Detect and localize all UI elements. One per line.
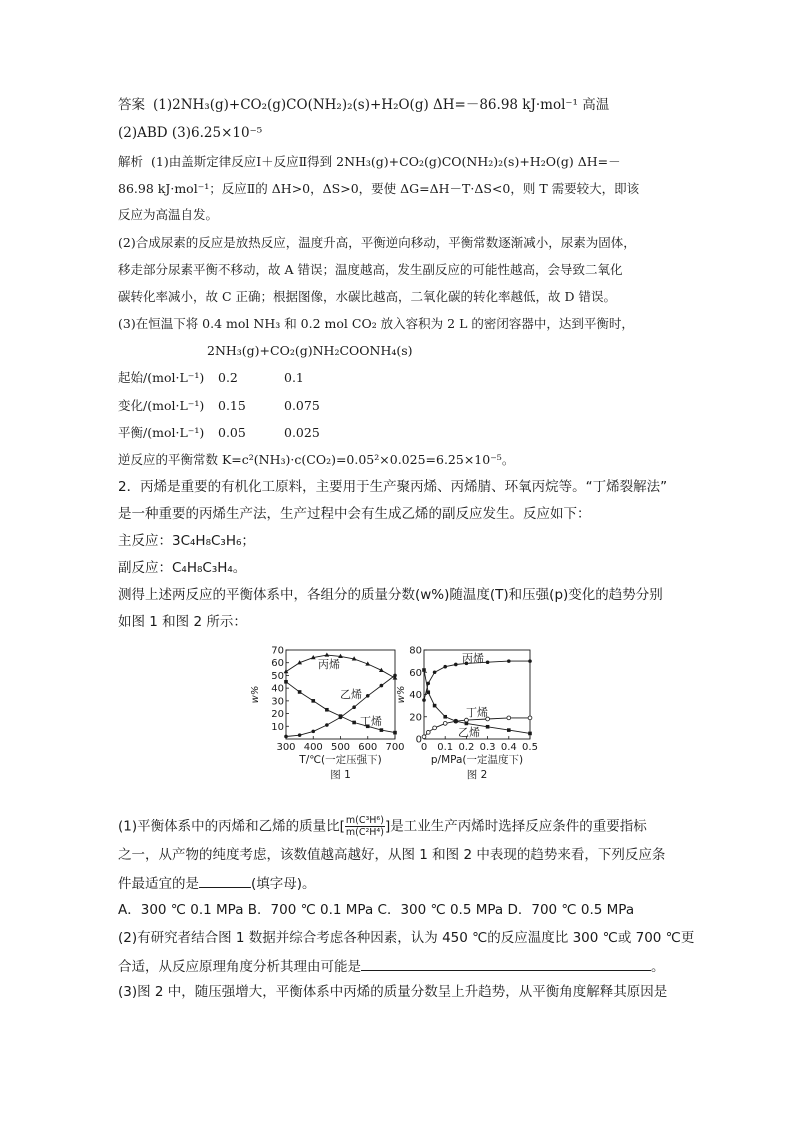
series-line xyxy=(424,661,530,700)
y-tick-label: 50 xyxy=(271,670,284,682)
data-point xyxy=(426,690,430,694)
table-row-label: 起始/(mol·L⁻¹) xyxy=(118,370,205,385)
q2-s1-l3b: (填字母)。 xyxy=(251,876,316,892)
data-point xyxy=(380,728,384,732)
analysis-p1-l1: (1)由盖斯定律反应Ⅰ＋反应Ⅱ得到 2NH₃(g)+CO₂(g)CO(NH₂)₂(s)+H₂O(g) ΔH=－ xyxy=(151,154,621,169)
fraction-denominator: m(C²H⁴) xyxy=(345,827,384,838)
q2-s2-l2b: 。 xyxy=(651,959,665,975)
answer-text-1: (1)2NH₃(g)+CO₂(g)CO(NH₂)₂(s)+H₂O(g) ΔH=－86.98 kJ·mol⁻¹ 高温 xyxy=(153,97,610,113)
q2-s1-post: ]是工业生产丙烯时选择反应条件的重要指标 xyxy=(384,818,647,835)
q2-line-1: 2．丙烯是重要的有机化工原料，主要用于生产聚丙烯、丙烯腈、环氧丙烷等。“丁烯裂解法” xyxy=(118,479,668,495)
data-point xyxy=(528,732,532,736)
data-point xyxy=(528,716,532,720)
analysis-label: 解析 xyxy=(118,154,144,169)
q2-line-6: 如图 1 和图 2 所示： xyxy=(118,614,247,630)
data-point xyxy=(311,699,315,703)
data-point xyxy=(465,722,469,726)
q2-s1-line-2: 之一，从产物的纯度考虑，该数值越高越好，从图 1 和图 2 中表现的趋势来看，下列反应条 xyxy=(118,847,666,863)
q2-s3-line-1: (3)图 2 中，随压强增大，平衡体系中丙烯的质量分数呈上升趋势，从平衡角度解释其原因是 xyxy=(118,984,668,1000)
data-point xyxy=(507,716,511,720)
x-axis-label: T/℃(一定压强下) xyxy=(299,754,382,766)
data-point xyxy=(454,663,458,667)
y-tick-label: 20 xyxy=(409,712,422,724)
data-point xyxy=(284,735,288,739)
q2-main-reaction: 主反应：3C₄H₈C₃H₆； xyxy=(118,533,255,549)
x-tick-label: 700 xyxy=(385,742,405,753)
series-line xyxy=(286,655,395,678)
data-point xyxy=(486,660,490,664)
y-tick-label: 0 xyxy=(415,734,422,746)
table-cell: 0.15 xyxy=(218,398,246,413)
data-point xyxy=(352,721,356,725)
answer-line-1 xyxy=(118,96,609,114)
table-row xyxy=(118,369,304,387)
figure-caption: 图 1 xyxy=(330,769,351,781)
table-row-label: 变化/(mol·L⁻¹) xyxy=(118,398,205,413)
data-point xyxy=(352,705,356,709)
series-label: 丁烯 xyxy=(466,706,488,719)
figure-1-chart xyxy=(252,642,404,794)
x-tick-label: 0.1 xyxy=(437,742,454,753)
x-tick-label: 600 xyxy=(358,742,378,753)
data-point xyxy=(426,730,430,734)
table-row-label: 平衡/(mol·L⁻¹) xyxy=(118,425,205,440)
analysis-p2-l1: (2)合成尿素的反应是放热反应，温度升高，平衡逆向移动，平衡常数逐渐减小，尿素为固体， xyxy=(118,235,636,250)
data-point xyxy=(422,698,426,702)
data-point xyxy=(284,669,289,673)
analysis-p1-l2: 86.98 kJ·mol⁻¹；反应Ⅱ的 ΔH>0，ΔS>0，要使 ΔG=ΔH－T·ΔS<0，则 T 需要较大，即该 xyxy=(118,181,640,196)
q2-s1-line-3 xyxy=(118,873,316,893)
mass-ratio-fraction xyxy=(345,815,385,838)
answer-label: 答案 xyxy=(118,97,145,113)
analysis-line-1 xyxy=(118,153,621,171)
series-line xyxy=(424,670,530,733)
y-tick-label: 30 xyxy=(271,696,284,708)
series-label: 丙烯 xyxy=(318,658,340,671)
table-cell: 0.05 xyxy=(218,425,246,440)
fraction-numerator: m(C³H⁶) xyxy=(345,815,384,826)
y-tick-label: 70 xyxy=(271,645,284,657)
analysis-p3-l1: (3)在恒温下将 0.4 mol NH₃ 和 0.2 mol CO₂ 放入容积为 2 L 的密闭容器中，达到平衡时， xyxy=(118,316,634,331)
data-point xyxy=(454,719,458,723)
y-axis-label: w% xyxy=(250,685,261,704)
answer-text-2: (2)ABD (3)6.25×10⁻⁵ xyxy=(118,125,263,141)
data-point xyxy=(325,723,329,727)
series-label: 丁烯 xyxy=(360,715,382,728)
data-point xyxy=(433,726,437,730)
data-point xyxy=(366,694,370,698)
table-row xyxy=(118,424,320,442)
table-cell: 0.2 xyxy=(218,370,238,385)
analysis-p1-l3: 反应为高温自发。 xyxy=(118,207,219,222)
data-point xyxy=(393,731,397,735)
y-axis-label: w% xyxy=(396,685,407,704)
data-point xyxy=(443,722,447,726)
series-label: 乙烯 xyxy=(458,726,480,739)
x-tick-label: 0.5 xyxy=(522,742,538,753)
data-point xyxy=(507,659,511,663)
table-row xyxy=(118,397,320,415)
series-label: 乙烯 xyxy=(340,688,362,701)
q2-s1-line-1 xyxy=(118,815,647,838)
y-tick-label: 60 xyxy=(271,658,284,670)
x-tick-label: 400 xyxy=(303,742,323,753)
data-point xyxy=(380,684,384,688)
table-cell: 0.025 xyxy=(284,425,320,440)
series-label: 丙烯 xyxy=(462,652,484,665)
x-tick-label: 300 xyxy=(276,742,296,753)
figure-2-chart xyxy=(398,642,548,794)
x-tick-label: 0.3 xyxy=(479,742,496,753)
q2-options: A．300 ℃ 0.1 MPa B．700 ℃ 0.1 MPa C．300 ℃ 0.5 MPa D．700 ℃ 0.5 MPa xyxy=(118,902,635,918)
x-tick-label: 0 xyxy=(420,742,428,753)
data-point xyxy=(298,690,302,694)
data-point xyxy=(443,715,447,719)
data-point xyxy=(422,668,426,672)
data-point xyxy=(298,733,302,737)
x-tick-label: 0.2 xyxy=(458,742,475,753)
y-tick-label: 80 xyxy=(409,645,422,657)
data-point xyxy=(486,725,490,729)
x-tick-label: 0.4 xyxy=(500,742,517,753)
y-tick-label: 10 xyxy=(271,721,284,733)
data-point xyxy=(433,704,437,708)
q2-s1-l3a: 件最适宜的是 xyxy=(118,876,199,892)
analysis-p2-l2: 移走部分尿素平衡不移动，故 A 错误；温度越高，发生副反应的可能性越高，会导致二氧化 xyxy=(118,262,623,277)
q2-s1-pre: (1)平衡体系中的丙烯和乙烯的质量比[ xyxy=(118,818,345,835)
analysis-p2-l3: 碳转化率减小，故 C 正确；根据图像，水碳比越高，二氧化碳的转化率越低，故 D 错误。 xyxy=(118,289,616,304)
y-tick-label: 40 xyxy=(271,683,284,695)
analysis-p3-last: 逆反应的平衡常数 K=c²(NH₃)·c(CO₂)=0.05²×0.025=6.25×10⁻⁵。 xyxy=(118,452,515,467)
q2-s2-line-2 xyxy=(118,956,665,976)
figure-caption: 图 2 xyxy=(466,769,488,781)
table-cell: 0.075 xyxy=(284,398,320,413)
y-tick-label: 60 xyxy=(409,667,422,679)
table-cell: 0.1 xyxy=(284,370,304,385)
q2-line-5: 测得上述两反应的平衡体系中，各组分的质量分数(w%)随温度(T)和压强(p)变化的趋势分别 xyxy=(118,587,663,603)
data-point xyxy=(393,674,397,678)
y-tick-label: 40 xyxy=(409,690,422,701)
answer-blank-1[interactable] xyxy=(199,873,251,888)
x-tick-label: 500 xyxy=(330,742,351,753)
q2-side-reaction: 副反应：C₄H₈C₃H₄。 xyxy=(118,560,247,576)
q2-line-2: 是一种重要的丙烯生产法，生产过程中会有生成乙烯的副反应发生。反应如下： xyxy=(118,506,591,522)
data-point xyxy=(443,665,447,669)
data-point xyxy=(325,708,329,712)
answer-blank-2[interactable] xyxy=(361,956,651,971)
x-axis-label: p/MPa(一定温度下) xyxy=(430,754,524,766)
data-point xyxy=(284,680,288,684)
q2-s2-l2a: 合适，从反应原理角度分析其理由可能是 xyxy=(118,959,361,975)
q2-s2-line-1: (2)有研究者结合图 1 数据并综合考虑各种因素，认为 450 ℃的反应温度比 300 ℃或 700 ℃更 xyxy=(118,930,695,946)
data-point xyxy=(528,659,532,663)
data-point xyxy=(324,652,329,656)
y-tick-label: 20 xyxy=(271,709,284,721)
data-point xyxy=(433,670,437,674)
data-point xyxy=(339,714,343,718)
data-point xyxy=(311,730,315,734)
data-point xyxy=(507,728,511,732)
data-point xyxy=(422,735,426,739)
analysis-p3-equation: 2NH₃(g)+CO₂(g)NH₂COONH₄(s) xyxy=(207,343,413,358)
